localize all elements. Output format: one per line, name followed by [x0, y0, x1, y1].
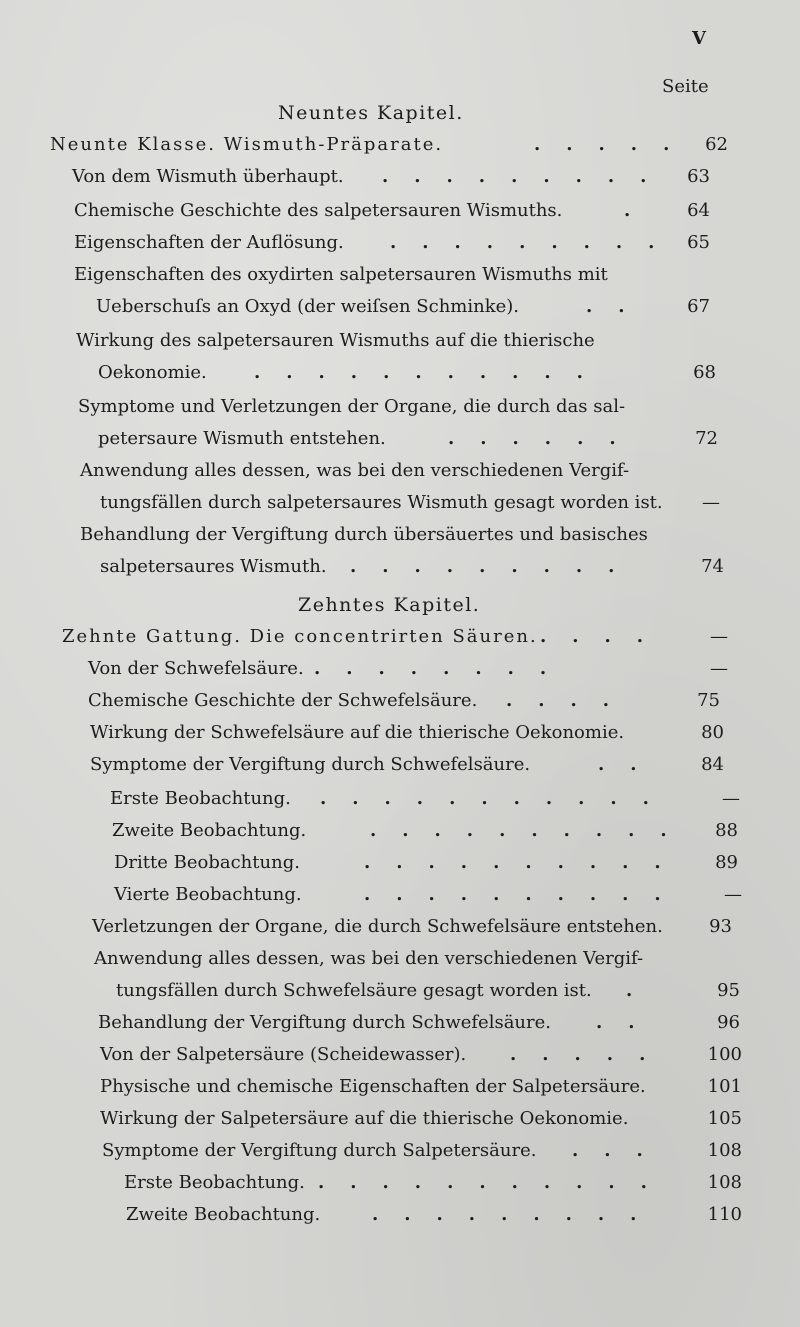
toc-entry — [100, 488, 740, 518]
toc-page-number: 67 — [687, 296, 710, 317]
toc-entry-text: Chemische Geschichte des salpetersauren Wismuths. — [74, 200, 563, 221]
leader-dots: ........... — [318, 1172, 673, 1193]
toc-entry — [116, 976, 740, 1006]
toc-entry — [100, 1104, 740, 1134]
toc-page-number: — — [710, 658, 728, 679]
toc-entry-line — [76, 326, 740, 356]
toc-entry-line — [94, 944, 740, 974]
toc-entry-text: Vierte Beobachtung. — [114, 884, 302, 905]
toc-page-number: 100 — [707, 1044, 742, 1065]
leader-dots: .... — [506, 690, 636, 711]
toc-page-number: 80 — [701, 722, 724, 743]
toc-entry-text: Eigenschaften des oxydirten salpetersauren Wismuths mit — [74, 264, 608, 285]
leader-dots: ... — [572, 1140, 669, 1161]
chapter-title: Neuntes Kapitel. — [278, 102, 464, 124]
toc-entry — [124, 1168, 740, 1198]
toc-entry-text: Erste Beobachtung. — [110, 788, 291, 809]
toc-entry-text-cont: salpetersaures Wismuth. — [100, 556, 327, 577]
chapter-title: Zehntes Kapitel. — [298, 594, 481, 616]
toc-page-number: 68 — [693, 362, 716, 383]
toc-entry-line — [80, 520, 740, 550]
toc-entry-text: Physische und chemische Eigenschaften der Salpetersäure. — [100, 1076, 646, 1097]
toc-page-number: 63 — [687, 166, 710, 187]
toc-entry — [98, 358, 740, 388]
toc-entry — [88, 654, 740, 684]
leader-dots: .......... — [364, 852, 687, 873]
toc-page-number: 88 — [715, 820, 738, 841]
leader-dots: . — [624, 200, 657, 221]
toc-entry-line — [80, 456, 740, 486]
toc-page-number: 101 — [707, 1076, 742, 1097]
page-column-header: Seite — [662, 76, 709, 97]
toc-page-number: 105 — [707, 1108, 742, 1129]
toc-entry — [74, 228, 740, 258]
toc-page-number: — — [710, 626, 728, 647]
leader-dots: ........... — [254, 362, 609, 383]
page-number: V — [692, 28, 706, 49]
toc-entry-text: Symptome der Vergiftung durch Salpetersäure. — [102, 1140, 537, 1161]
toc-entry-text: Wirkung des salpetersauren Wismuths auf die thierische — [76, 330, 595, 351]
toc-page-number: 108 — [707, 1172, 742, 1193]
toc-entry-text: Neunte Klasse. Wismuth-Präparate. — [50, 134, 444, 155]
toc-entry — [72, 162, 740, 192]
toc-entry-text: Von dem Wismuth überhaupt. — [72, 166, 344, 187]
toc-page-number: — — [722, 788, 740, 809]
toc-entry-text: Wirkung der Salpetersäure auf die thierische Oekonomie. — [100, 1108, 629, 1129]
toc-entry-text: Von der Salpetersäure (Scheidewasser). — [100, 1044, 467, 1065]
leader-dots: ........ — [314, 658, 573, 679]
toc-entry-text: Verletzungen der Organe, die durch Schwefelsäure entstehen. — [92, 916, 663, 937]
leader-dots: . — [626, 980, 659, 1001]
toc-entry-text-cont: tungsfällen durch salpetersaures Wismuth gesagt worden ist. — [100, 492, 663, 513]
leader-dots: ......... — [390, 232, 681, 253]
toc-entry — [92, 912, 740, 942]
leader-dots: ......... — [382, 166, 673, 187]
leader-dots: ..... — [510, 1044, 672, 1065]
toc-page-number: — — [702, 492, 720, 513]
toc-entry-text: Chemische Geschichte der Schwefelsäure. — [88, 690, 478, 711]
leader-dots: .. — [586, 296, 651, 317]
toc-entry-text: Behandlung der Vergiftung durch übersäuertes und basisches — [80, 524, 648, 545]
toc-entry — [96, 292, 740, 322]
toc-entry — [114, 848, 740, 878]
toc-entry-text: Behandlung der Vergiftung durch Schwefelsäure. — [98, 1012, 552, 1033]
toc-page-number: 93 — [709, 916, 732, 937]
toc-entry-text-cont: petersaure Wismuth entstehen. — [98, 428, 386, 449]
toc-entry-text-cont: tungsfällen durch Schwefelsäure gesagt worden ist. — [116, 980, 592, 1001]
toc-page-number: 108 — [707, 1140, 742, 1161]
toc-entry-text: Zweite Beobachtung. — [126, 1204, 321, 1225]
toc-entry — [100, 1072, 740, 1102]
toc-page-number: 74 — [701, 556, 724, 577]
leader-dots: .......... — [370, 820, 693, 841]
toc-entry — [98, 1008, 740, 1038]
toc-entry — [100, 1040, 740, 1070]
toc-entry-line — [74, 260, 740, 290]
toc-entry — [114, 880, 740, 910]
toc-entry — [74, 196, 740, 226]
toc-entry-text: Dritte Beobachtung. — [114, 852, 300, 873]
toc-entry — [126, 1200, 740, 1230]
toc-page-number: 89 — [715, 852, 738, 873]
toc-entry-text: Wirkung der Schwefelsäure auf die thierische Oekonomie. — [90, 722, 625, 743]
toc-entry-text: Anwendung alles dessen, was bei den verschiedenen Vergif- — [80, 460, 630, 481]
toc-entry-line — [78, 392, 740, 422]
leader-dots: ..... — [534, 134, 696, 155]
toc-entry-text: Zehnte Gattung. Die concentrirten Säuren. — [62, 626, 538, 647]
leader-dots: ......... — [350, 556, 641, 577]
toc-entry — [88, 686, 740, 716]
toc-entry — [112, 816, 740, 846]
toc-entry-text: Anwendung alles dessen, was bei den verschiedenen Vergif- — [94, 948, 644, 969]
toc-entry — [102, 1136, 740, 1166]
toc-page-number: 84 — [701, 754, 724, 775]
toc-entry-text-cont: Ueberschuſs an Oxyd (der weiſsen Schminke). — [96, 296, 520, 317]
leader-dots: .... — [540, 626, 670, 647]
leader-dots: ......... — [372, 1204, 663, 1225]
leader-dots: .......... — [364, 884, 687, 905]
toc-entry — [90, 750, 740, 780]
toc-page-number: 95 — [717, 980, 740, 1001]
toc-entry — [62, 622, 740, 652]
toc-entry-text: Symptome und Verletzungen der Organe, die durch das sal- — [78, 396, 626, 417]
toc-page-number: 110 — [707, 1204, 742, 1225]
toc-entry — [110, 784, 740, 814]
leader-dots: .. — [598, 754, 663, 775]
leader-dots: ........... — [320, 788, 675, 809]
toc-page-number: 96 — [717, 1012, 740, 1033]
toc-entry — [100, 552, 740, 582]
toc-entry — [90, 718, 740, 748]
toc-entry — [50, 130, 740, 160]
toc-page-number: 62 — [705, 134, 728, 155]
toc-entry-text: Eigenschaften der Auflösung. — [74, 232, 344, 253]
leader-dots: ...... — [448, 428, 642, 449]
toc-entry-text: Zweite Beobachtung. — [112, 820, 307, 841]
toc-entry-text: Erste Beobachtung. — [124, 1172, 305, 1193]
toc-entry — [98, 424, 740, 454]
toc-page-number: — — [724, 884, 742, 905]
toc-page-number: 64 — [687, 200, 710, 221]
leader-dots: .. — [596, 1012, 661, 1033]
toc-page-number: 75 — [697, 690, 720, 711]
toc-page-number: 65 — [687, 232, 710, 253]
toc-entry-text: Von der Schwefelsäure. — [88, 658, 304, 679]
toc-entry-text: Symptome der Vergiftung durch Schwefelsäure. — [90, 754, 531, 775]
toc-entry-text-cont: Oekonomie. — [98, 362, 207, 383]
toc-page-number: 72 — [695, 428, 718, 449]
